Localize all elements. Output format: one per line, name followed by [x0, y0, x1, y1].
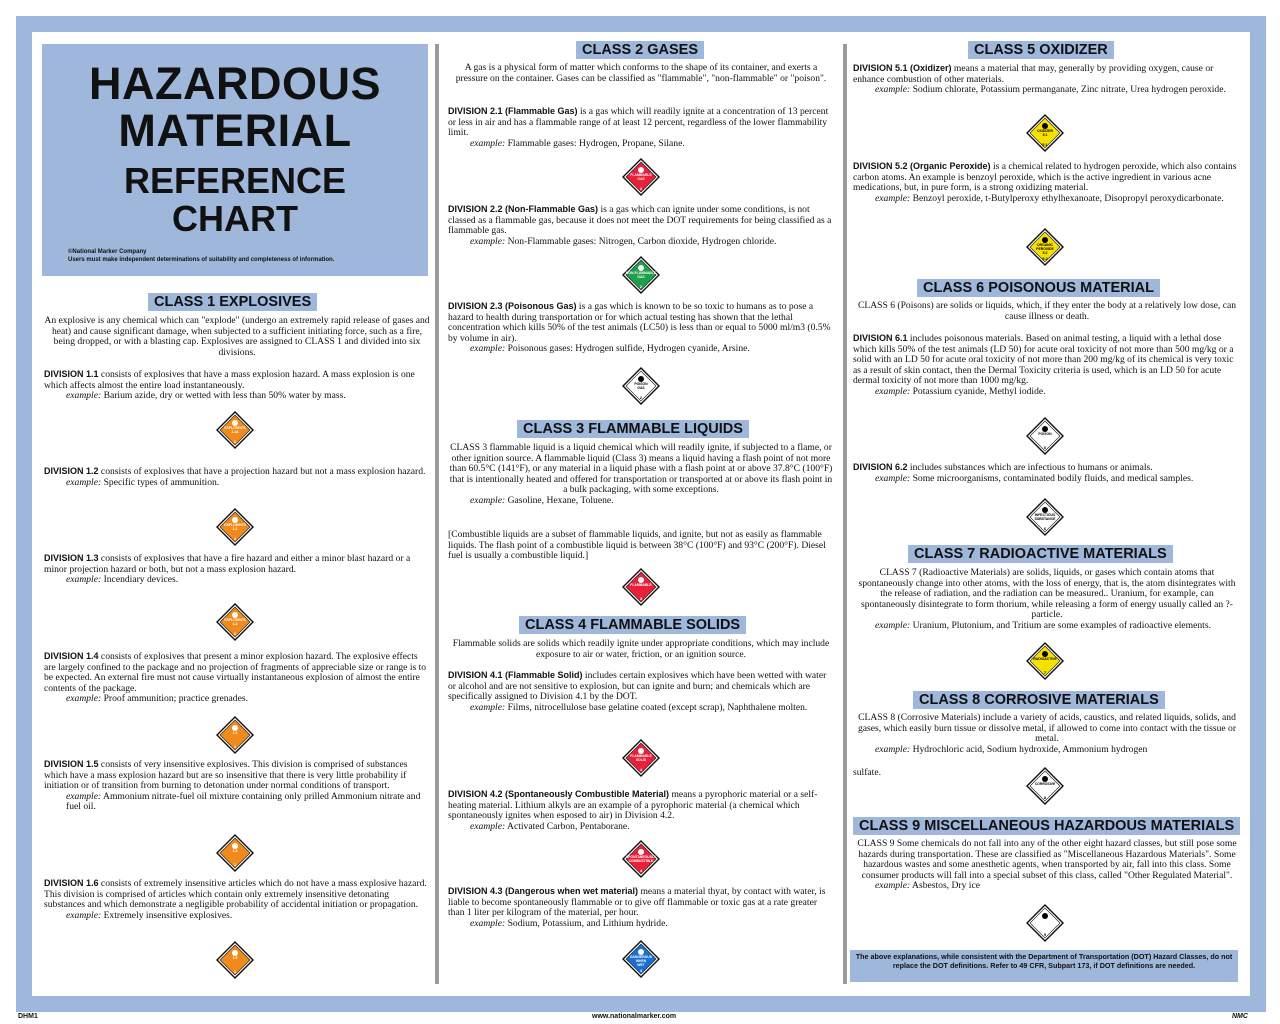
nmc-logo: NMC — [1232, 1013, 1248, 1020]
division-5-2: DIVISION 5.2 (Organic Peroxide) is a chemical related to hydrogen peroxide, which also contains carbon atoms. An example is benzoyl peroxide, which is the active ingredient in various acne medications, but, in pure form, is a strong oxidizing material. example: Benzoyl peroxide, t-Butylperoxy ethylhexanoate, Disopropyl peroxydicarbonate. — [853, 161, 1237, 204]
division-1-6: DIVISION 1.6 consists of extremely insensitive articles which do not have a mass explosive hazard. This division is comprised of articles which contain only extremely insensitive detonating substances and which demonstrate a negligible probability of accidental initiation or propagation. example: Extremely insensitive explosives. — [44, 878, 427, 921]
svg-text:1: 1 — [233, 536, 237, 541]
flammable-solid-placard — [621, 738, 661, 778]
footer-code: DHM1 — [18, 1013, 38, 1020]
svg-text:7: 7 — [1043, 670, 1047, 675]
division-2-1: DIVISION 2.1 (Flammable Gas) is a gas which will readily ignite at a concentration of 13 percent or less in air and has a flammable range of at least 12 percent, regardless of the lower flammability limit. example: Flammable gases: Hydrogen, Propane, Silane. — [448, 106, 829, 149]
class1-heading: CLASS 1 EXPLOSIVES — [148, 293, 317, 311]
svg-text:1: 1 — [233, 631, 237, 636]
dangerous-when-wet-placard — [621, 939, 661, 979]
class8-intro: CLASS 8 (Corrosive Materials) include a variety of acids, caustics, and related liquids, solids, and gases, which easily burn tissue or dissolve metal, if allowed to come into contact with the tissue or metal. example: Hydrochloric acid, Sodium hydroxide, Ammonium hydrogen — [857, 712, 1237, 755]
column-divider — [435, 44, 439, 984]
oxidizer-placard — [1025, 113, 1065, 153]
division-4-3: DIVISION 4.3 (Dangerous when wet material) means a material thyat, by contact with water, is liable to become spontaneously flammable or to give off flammable or toxic gas at a rate greater than 1 liter per kilogram of the material, per hour. example: Sodium, Potassium, and Lithium hydride. — [448, 886, 826, 929]
svg-text:8: 8 — [1043, 795, 1047, 800]
svg-text:EXPLOSIVES: EXPLOSIVES — [224, 618, 246, 622]
svg-text:CORROSIVE: CORROSIVE — [1034, 782, 1056, 786]
svg-text:1.6: 1.6 — [232, 956, 238, 960]
svg-text:RADIOACTIVE: RADIOACTIVE — [1033, 657, 1057, 661]
radioactive-placard — [1025, 641, 1065, 681]
footer-url[interactable]: www.nationalmarker.com — [592, 1013, 677, 1020]
class7-heading: CLASS 7 RADIOACTIVE MATERIALS — [908, 545, 1173, 563]
svg-text:6: 6 — [1043, 526, 1047, 531]
svg-text:1.5: 1.5 — [232, 849, 238, 853]
explosives-1-1-placard — [215, 410, 255, 450]
svg-text:2: 2 — [639, 186, 643, 191]
division-1-4: DIVISION 1.4 consists of explosives that present a minor explosion hazard. The explosive effects are largely confined to the package and no projection of fragments of appreciable size or range is to be expected. An external fire must not cause virtually instantaneous explosion of almost the entire contents of the package. example: Proof ammunition; practice grenades. — [44, 651, 427, 705]
flammable-gas-placard — [621, 157, 661, 197]
poison-gas-placard — [621, 366, 661, 406]
svg-text:ORGANIC: ORGANIC — [1036, 243, 1054, 247]
explosives-1-5-placard — [215, 833, 255, 873]
explosives-1-4-placard — [215, 715, 255, 755]
svg-text:EXPLOSIVES: EXPLOSIVES — [224, 523, 246, 527]
svg-text:1.4: 1.4 — [232, 731, 238, 735]
class9-intro: CLASS 9 Some chemicals do not fall into any of the other eight hazard classes, but still pose some hazards during transportation. These are classified as "Miscellaneous Hazardous Materials". Some hazardous wastes and some anesthetic agents, when transported by air, fall into this class. Some consumer products will fall into a special subset of this class, called "Other Regulated Material". example: Asbestos, Dry ice — [857, 838, 1237, 892]
flammable-liquid-placard — [621, 567, 661, 607]
svg-text:SUBSTANCE: SUBSTANCE — [1034, 517, 1056, 521]
corrosive-placard — [1025, 766, 1065, 806]
explosives-1-6-placard — [215, 940, 255, 980]
title-chart: CHART — [172, 198, 298, 239]
division-6-2: DIVISION 6.2 includes substances which are infectious to humans or animals. example: Some microorganisms, contaminated bodily fluids, and medical samples. — [853, 462, 1194, 484]
title-hazardous: HAZARDOUS — [89, 58, 381, 109]
svg-text:FLAMMABLE: FLAMMABLE — [630, 583, 652, 587]
svg-text:1: 1 — [233, 439, 237, 444]
svg-text:5.2: 5.2 — [1042, 256, 1048, 261]
svg-text:1.1A: 1.1A — [231, 430, 239, 434]
class3-combustible-note: [Combustible liquids are a subset of flammable liquids, and ignite, but not as easily as flammable liquids. The flash point of a combustible liquid is between 38°C (100°F) and 93°C (200°F). Diesel fuel is usually a combustible liquid.] — [448, 529, 826, 562]
non-flammable-gas-placard — [621, 255, 661, 295]
title-block — [42, 44, 428, 276]
column-divider — [843, 44, 847, 984]
class4-intro: Flammable solids are solids which readily ignite under appropriate conditions, which may include exposure to air or water, friction, or an ignition source. — [452, 638, 830, 660]
svg-text:WHEN: WHEN — [635, 959, 647, 963]
svg-text:GAS: GAS — [637, 177, 645, 181]
svg-text:SOLID: SOLID — [635, 758, 647, 762]
division-1-2: DIVISION 1.2 consists of explosives that have a projection hazard but not a mass explosion hazard. example: Specific types of ammunition. — [44, 466, 426, 488]
spontaneously-combustible-placard — [621, 839, 661, 879]
svg-text:1: 1 — [233, 862, 237, 867]
class4-heading: CLASS 4 FLAMMABLE SOLIDS — [519, 616, 746, 634]
class5-heading: CLASS 5 OXIDIZER — [968, 41, 1114, 59]
division-1-1: DIVISION 1.1 consists of explosives that have a mass explosion hazard. A mass explosion is one which affects almost the entire load instantaneously. example: Barium azide, dry or wetted with less than 50% water by mass. — [44, 369, 415, 402]
class8-heading: CLASS 8 CORROSIVE MATERIALS — [913, 691, 1165, 709]
title-material: MATERIAL — [118, 105, 352, 156]
svg-text:WET: WET — [637, 963, 645, 967]
division-1-3: DIVISION 1.3 consists of explosives that have a fire hazard and either a minor blast hazard or a minor projection hazard or both, but not a mass explosion hazard. example: Incendiary devices. — [44, 553, 411, 586]
dot-disclaimer: The above explanations, while consistent with the Department of Transportation (DOT) Hazard Classes, do not replace the DOT definitions. Refer to 49 CFR, Subpart 173, if DOT definitions are needed. — [850, 950, 1238, 982]
svg-text:5.1: 5.1 — [1042, 133, 1048, 137]
svg-text:1: 1 — [233, 969, 237, 974]
division-4-1: DIVISION 4.1 (Flammable Solid) includes certain explosives which have been wetted with water or alcohol and are not sensitive to explosion, but can ignite and burn; and chemicals which are specifically assigned to Division 4.1 by the DOT. example: Films, nitrocellulose base gelatine coated (except scrap), Naphthalene molten. — [448, 670, 827, 713]
svg-text:FLAMMABLE: FLAMMABLE — [630, 173, 652, 177]
class8-example-continued: sulfate. — [853, 767, 881, 778]
class6-heading: CLASS 6 POISONOUS MATERIAL — [917, 279, 1160, 297]
division-4-2: DIVISION 4.2 (Spontaneously Combustible Material) means a pyrophoric material or a self-heating material. Lithium alkyls are an example of a pyrophoric material (a chemical which spontaneously ignites when esposed to air) in Division 4.2. example: Activated Carbon, Pentaborane. — [448, 789, 818, 832]
poison-placard — [1025, 416, 1065, 456]
svg-text:GAS: GAS — [637, 386, 645, 390]
svg-text:6: 6 — [1043, 445, 1047, 450]
copyright-note: ©National Marker Company Users must make independent determinations of suitability and completeness of information. — [68, 249, 335, 263]
svg-text:4: 4 — [639, 968, 643, 973]
svg-text:2: 2 — [639, 284, 643, 289]
class1-intro: An explosive is any chemical which can "explode" (undergo an extremely rapid release of gases and heat) and cause significant damage, when subjected to a sufficient initiating force, such as a fire, being dropped, or with a blasting cap. Explosives are assigned to CLASS 1 and divided into six divisions. — [44, 315, 430, 358]
miscellaneous-placard — [1025, 903, 1065, 943]
svg-text:COMBUSTIBLE: COMBUSTIBLE — [628, 859, 654, 863]
svg-text:5.1: 5.1 — [1042, 142, 1048, 147]
svg-text:9: 9 — [1043, 932, 1047, 937]
svg-text:2: 2 — [639, 395, 643, 400]
svg-text:EXPLOSIVES: EXPLOSIVES — [224, 426, 246, 430]
svg-text:INFECTIOUS: INFECTIOUS — [1034, 513, 1056, 517]
class3-heading: CLASS 3 FLAMMABLE LIQUIDS — [517, 420, 749, 438]
svg-text:NON-FLAMMABLE: NON-FLAMMABLE — [625, 271, 657, 275]
class3-intro: CLASS 3 flammable liquid is a liquid chemical which will readily ignite, if subjected to a flame, or other ignition source. A flammable liquid (Class 3) means a liquid having a flash point of not more than 60.5°C (141°F), or any material in a liquid phase with a flash point at or above 37.8°C (100°F) that is intentionally heated and offered for transportation or transported at or above its flash point in a bulk packaging, with some exceptions. example: Gasoline, Hexane, Toluene. — [449, 442, 833, 506]
division-1-5: DIVISION 1.5 consists of very insensitive explosives. This division is comprised of substances which have a mass explosion hazard but are so insensitive that there is very little probability if initiation or of transition from burning to detonation under normal conditions of transport. example: Ammonium nitrate-fuel oil mixture containing only prilled Ammonium nitrate and fuel oil. — [44, 759, 421, 813]
svg-text:5.2: 5.2 — [1042, 251, 1048, 255]
svg-text:3: 3 — [639, 596, 643, 601]
division-6-1: DIVISION 6.1 includes poisonous materials. Based on animal testing, a liquid with a lethal dose which kills 50% of the test animals (LD 50) for acute oral toxicity of not more than 500 mg/kg or a solid with an LD 50 for acute oral toxicity of not more than 200 mg/kg of its chemical is very toxic as a result of skin contact, then the Dermal Toxicity criteria is used, which is an LD 50 for acute dermal toxicity of not more than 1000 mg/kg. example: Potassium cyanide, Methyl iodide. — [853, 333, 1234, 397]
svg-text:POISON: POISON — [1038, 432, 1052, 436]
infectious-substance-placard — [1025, 497, 1065, 537]
svg-text:4: 4 — [639, 868, 643, 873]
svg-text:1.2: 1.2 — [232, 527, 238, 531]
division-5-1: DIVISION 5.1 (Oxidizer) means a material that may, generally by providing oxygen, cause or enhance combustion of other materials. example: Sodium chlorate, Potassium permanganate, Zinc nitrate, Urea hydrogen peroxide. — [853, 63, 1226, 96]
svg-text:FLAMMABLE: FLAMMABLE — [630, 754, 652, 758]
svg-text:SPONTANEOUSLY: SPONTANEOUSLY — [626, 855, 656, 859]
explosives-1-3-placard — [215, 602, 255, 642]
svg-text:DANGEROUS: DANGEROUS — [629, 955, 653, 959]
svg-text:1: 1 — [233, 744, 237, 749]
svg-text:OXIDIZER: OXIDIZER — [1036, 129, 1054, 133]
svg-text:1.3: 1.3 — [232, 622, 238, 626]
organic-peroxide-placard — [1025, 227, 1065, 267]
division-2-2: DIVISION 2.2 (Non-Flammable Gas) is a gas which can ignite under some conditions, is not classed as a flammable gas, because it does not meet the DOT requirements for being classified as a flammable gas. example: Non-Flammable gases: Nitrogen, Carbon dioxide, Hydrogen chloride. — [448, 204, 832, 247]
svg-text:PEROXIDE: PEROXIDE — [1036, 247, 1054, 251]
class6-intro: CLASS 6 (Poisons) are solids or liquids, which, if they enter the body at a relatively low dose, can cause illness or death. — [857, 300, 1237, 322]
class2-heading: CLASS 2 GASES — [576, 41, 704, 59]
svg-text:POISON: POISON — [634, 382, 648, 386]
title-reference: REFERENCE — [123, 160, 347, 201]
svg-text:4: 4 — [639, 767, 643, 772]
class9-heading: CLASS 9 MISCELLANEOUS HAZARDOUS MATERIALS — [853, 817, 1240, 835]
svg-text:GAS: GAS — [637, 275, 645, 279]
class2-intro: A gas is a physical form of matter which conforms to the shape of its container, and exerts a pressure on the container. Gases can be classified as "flammable", "non-flammable" or "poison". — [455, 62, 827, 84]
class7-intro: CLASS 7 (Radioactive Materials) are solids, liquids, or gases which contain atoms that spontaneously change into other atoms, with the loss of energy, that is, the atom disintegrates with the release of radiation, and the radiation can be measured.. Uranium, for example, can spontaneously disintegrate to form thorium, while releasing a form of energy usually called an ?-particle. example: Uranium, Plutonium, and Tritium are some examples of radioactive elements. — [858, 567, 1236, 631]
explosives-1-2-placard — [215, 507, 255, 547]
division-2-3: DIVISION 2.3 (Poisonous Gas) is a gas which is known to be so toxic to humans as to pose a hazard to health during transportation or for which actual testing has shown that the lethal concentration which kills 50% of the test animals (LC50) is less than or equal to 5000 ml/m3 (0.5% by volume in air). example: Poisonous gases: Hydrogen sulfide, Hydrogen cyanide, Arsine. — [448, 301, 831, 355]
